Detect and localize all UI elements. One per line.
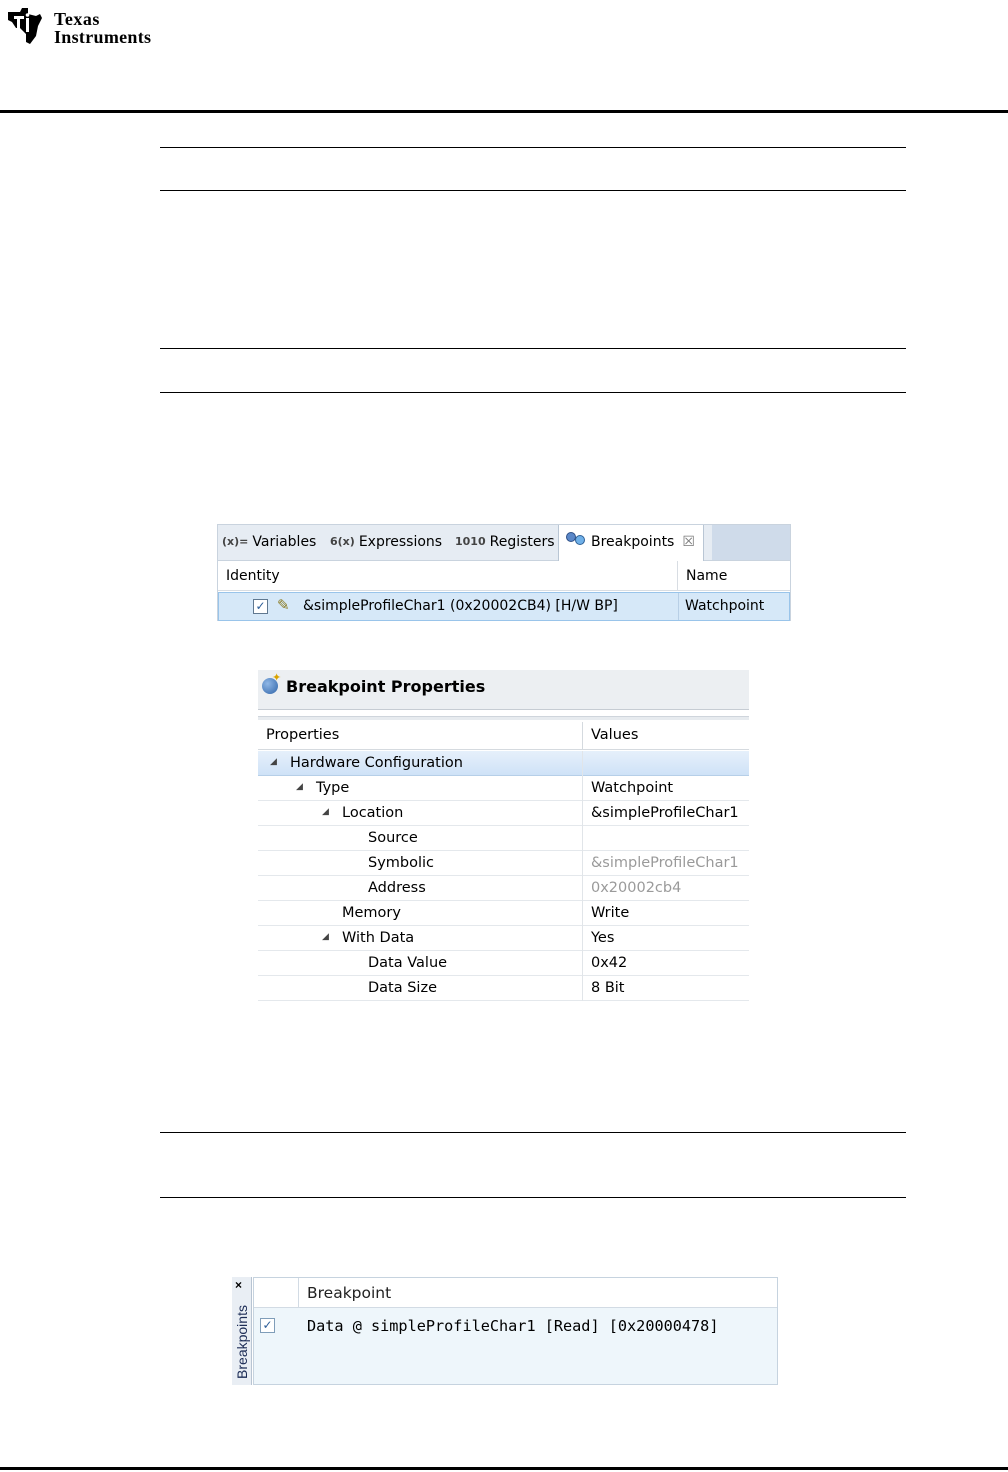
property-label: Type (316, 780, 350, 796)
property-label: Location (342, 805, 404, 821)
column-separator (582, 801, 583, 826)
list-item[interactable] (254, 1314, 777, 1338)
property-value: &simpleProfileChar1 (591, 855, 739, 871)
expressions-icon: 6(x) (330, 535, 355, 548)
property-label: Data Value (368, 955, 448, 971)
breakpoint-description: Data @ simpleProfileChar1 [Read] [0x20000478] (307, 1317, 719, 1335)
divider (160, 392, 906, 393)
divider (160, 1197, 906, 1198)
property-label: Memory (342, 905, 401, 921)
enable-checkbox[interactable]: ✓ (260, 1318, 275, 1333)
tab-bar-fill (712, 525, 790, 560)
enable-checkbox[interactable]: ✓ (253, 599, 268, 614)
divider (160, 190, 906, 191)
property-label: Symbolic (368, 855, 435, 871)
close-tab-icon[interactable]: ☒ (682, 534, 695, 550)
title-separator (258, 716, 749, 720)
view-tab-bar (218, 525, 790, 561)
column-header-values[interactable]: Values (591, 727, 639, 743)
property-row-address[interactable] (258, 876, 749, 901)
breakpoint-identity: &simpleProfileChar1 (0x20002CB4) [H/W BP] (303, 598, 618, 614)
column-separator (582, 776, 583, 801)
divider (160, 1132, 906, 1133)
property-label: Hardware Configuration (290, 755, 463, 771)
property-label: With Data (342, 930, 415, 946)
column-header-breakpoint[interactable]: Breakpoint (307, 1284, 392, 1302)
tab-label: Breakpoints (591, 534, 675, 550)
column-separator (582, 901, 583, 926)
logo-line-instruments: Instruments (54, 27, 152, 47)
property-value[interactable]: 8 Bit (591, 980, 625, 996)
list-header (254, 1278, 777, 1308)
spark-icon: ✦ (272, 671, 282, 684)
breakpoints-list (253, 1277, 778, 1385)
column-separator (678, 593, 679, 620)
ti-map-icon (6, 4, 50, 48)
breakpoints-pane (232, 1277, 778, 1386)
tab-label: Expressions (358, 534, 443, 550)
column-separator (582, 876, 583, 901)
column-separator (582, 722, 583, 750)
property-value[interactable]: Write (591, 905, 630, 921)
property-row-location[interactable] (258, 801, 749, 826)
tab-variables[interactable] (222, 525, 316, 561)
tab-breakpoints[interactable] (558, 525, 704, 562)
breakpoints-icon (565, 525, 587, 559)
pane-side-tab (232, 1277, 252, 1385)
property-row-hardware-configuration[interactable] (258, 751, 749, 776)
property-row-memory[interactable] (258, 901, 749, 926)
column-separator (582, 976, 583, 1001)
divider (160, 348, 906, 349)
column-header-identity[interactable]: Identity (218, 561, 678, 591)
property-value[interactable]: &simpleProfileChar1 (591, 805, 739, 821)
property-row-symbolic[interactable] (258, 851, 749, 876)
property-row-source[interactable] (258, 826, 749, 851)
property-label: Data Size (368, 980, 437, 996)
footer-rule (0, 1467, 1008, 1470)
property-row-with-data[interactable] (258, 926, 749, 951)
pane-side-label[interactable]: Breakpoints (234, 1305, 250, 1379)
divider (160, 147, 906, 148)
texas-instruments-logo (6, 4, 196, 50)
dialog-title: Breakpoint Properties (286, 677, 486, 696)
column-separator (582, 926, 583, 951)
breakpoint-name: Watchpoint (685, 598, 765, 614)
property-row-type[interactable] (258, 776, 749, 801)
property-row-data-size[interactable] (258, 976, 749, 1001)
expand-triangle-icon[interactable]: ◢ (270, 757, 277, 767)
property-row-data-value[interactable] (258, 951, 749, 976)
column-separator (582, 851, 583, 876)
column-separator (582, 951, 583, 976)
breakpoints-view (217, 524, 791, 621)
variables-icon: (x)= (222, 535, 249, 548)
properties-table-header (258, 722, 749, 750)
property-value[interactable]: Yes (591, 930, 615, 946)
tab-registers[interactable] (455, 525, 555, 561)
column-separator (582, 826, 583, 851)
table-header (218, 561, 790, 591)
expand-triangle-icon[interactable]: ◢ (322, 932, 329, 942)
tab-label: Registers (489, 534, 555, 550)
breakpoint-properties-dialog (258, 670, 749, 1000)
table-row[interactable] (218, 592, 790, 621)
expand-triangle-icon[interactable]: ◢ (322, 807, 329, 817)
property-label: Source (368, 830, 418, 846)
column-header-properties[interactable]: Properties (266, 727, 340, 743)
property-label: Address (368, 880, 426, 896)
watchpoint-icon: ✎ (277, 596, 290, 614)
property-value[interactable]: 0x42 (591, 955, 628, 971)
header-rule (0, 110, 1008, 113)
property-value[interactable]: Watchpoint (591, 780, 674, 796)
expand-triangle-icon[interactable]: ◢ (296, 782, 303, 792)
dialog-title-bar (258, 670, 749, 710)
logo-line-texas: Texas (54, 9, 100, 29)
checkbox-column-header (254, 1278, 299, 1308)
column-separator (582, 751, 583, 776)
column-header-name[interactable]: Name (686, 568, 728, 584)
tab-label: Variables (252, 534, 317, 550)
registers-icon: 1010 (455, 535, 486, 548)
property-value: 0x20002cb4 (591, 880, 682, 896)
tab-expressions[interactable] (330, 525, 442, 561)
close-pane-icon[interactable]: × (235, 1278, 243, 1292)
